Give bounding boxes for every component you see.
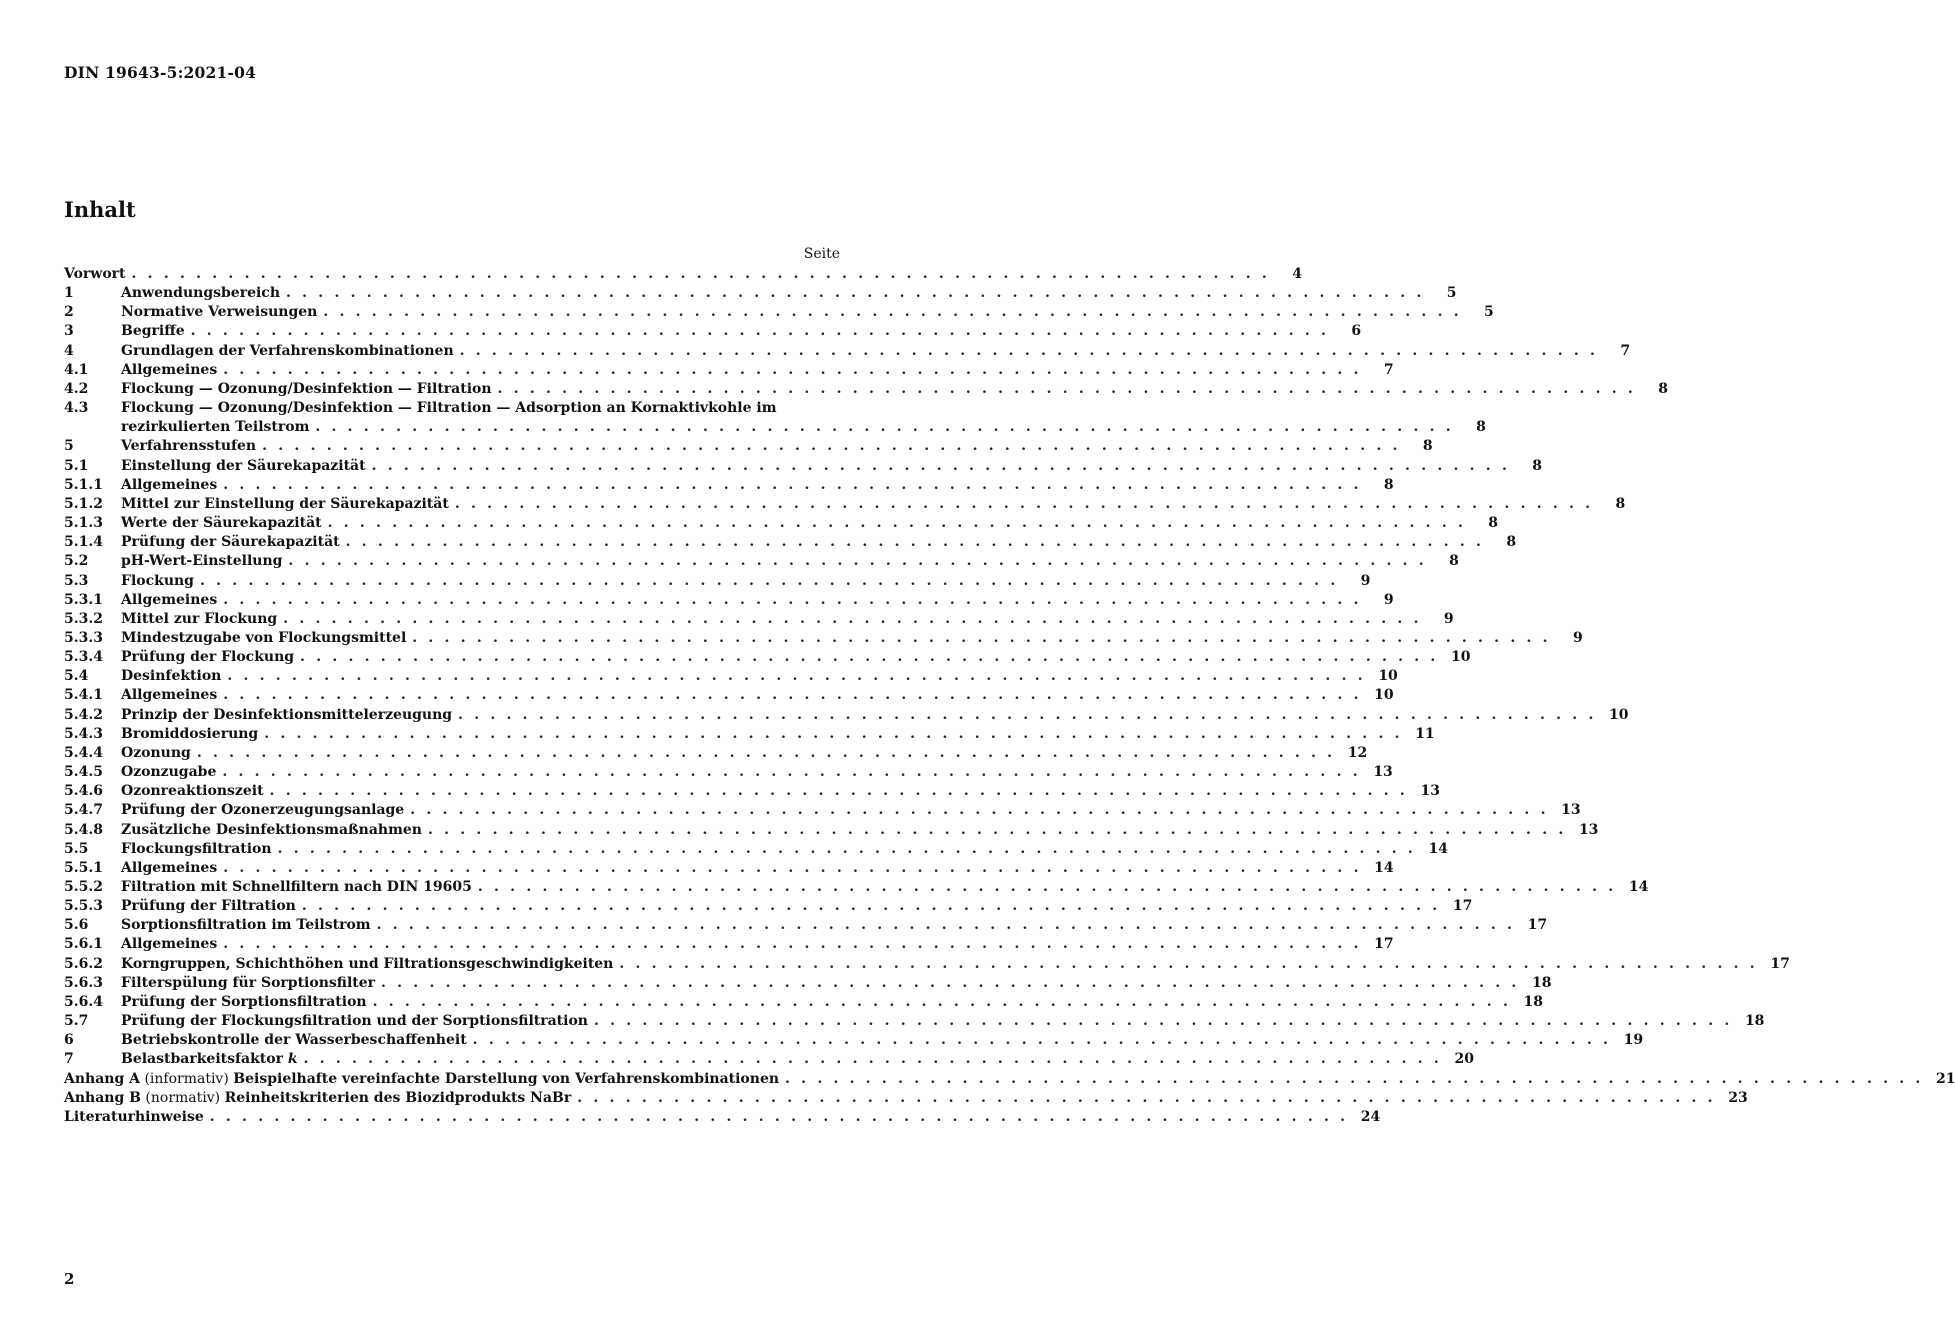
toc-entry[interactable]	[64, 533, 1517, 552]
toc-entry-page: 10	[1451, 649, 1471, 666]
toc-entry-title: Ozonreaktionszeit	[121, 783, 264, 800]
toc-entry-number: 5.4	[64, 668, 89, 685]
dot-leader: . . . . . . . . . . . . . . . . . . . . . . . . . . . . . . . . . . . . . . . . . . . . . . . . . . . . . . . . . . . . . . . . . . . . . . .	[372, 993, 1512, 1010]
toc-entry-number: 5.4.1	[64, 687, 103, 704]
toc-entry-page: 18	[1744, 1013, 1765, 1030]
toc-entry[interactable]	[64, 1050, 1474, 1069]
toc-entry-title: Belastbarkeitsfaktor k	[121, 1051, 298, 1068]
dot-leader: . . . . . . . . . . . . . . . . . . . . . . . . . . . . . . . . . . . . . . . . . . . . . . . . . . . . . . . . . . . . . . . . . . . . . . .	[593, 1013, 1733, 1030]
toc-entry[interactable]	[64, 380, 1668, 399]
dot-leader: . . . . . . . . . . . . . . . . . . . . . . . . . . . . . . . . . . . . . . . . . . . . . . . . . . . . . . . . . . . . . . . . . . . . . . .	[381, 974, 1520, 991]
toc-entry-number: 5.6.2	[64, 955, 103, 972]
toc-entry-page: 24	[1360, 1108, 1381, 1125]
toc-entry[interactable]	[64, 935, 1394, 954]
symbol-k: k	[287, 1051, 298, 1068]
dot-leader: . . . . . . . . . . . . . . . . . . . . . . . . . . . . . . . . . . . . . . . . . . . . . . . . . . . . . . . . . . . . . . . . . . . . . . .	[459, 342, 1599, 359]
toc-entry-page: 9	[1360, 572, 1371, 589]
toc-entry-page: 8	[1532, 457, 1543, 474]
toc-entry-number: 5.6.3	[64, 974, 103, 991]
toc-entry-title: Grundlagen der Verfahrenskombinationen	[121, 342, 454, 359]
dot-leader: . . . . . . . . . . . . . . . . . . . . . . . . . . . . . . . . . . . . . . . . . . . . . . . . . . . . . . . . . . . . . . . . . . . . . . .	[277, 840, 1416, 857]
toc-entry-title: Flockung — Ozonung/Desinfektion — Filtration	[121, 380, 492, 397]
toc-entry-page: 8	[1476, 419, 1486, 436]
dot-leader: . . . . . . . . . . . . . . . . . . . . . . . . . . . . . . . . . . . . . . . . . . . . . . . . . . . . . . . . . . . . . . . . . . . . . . .	[497, 380, 1636, 397]
toc-entry[interactable]	[64, 572, 1371, 591]
toc-entry-number: 5.4.2	[64, 706, 103, 723]
toc-entry-title: Zusätzliche Desinfektionsmaßnahmen	[121, 821, 422, 838]
toc-entry-number: 5.3.1	[64, 591, 103, 608]
toc-entry-number: 5.2	[64, 553, 89, 570]
toc-entry-number: 5.3.2	[64, 610, 103, 627]
toc-entry[interactable]	[64, 801, 1581, 820]
toc-entry-number: 5.6.4	[64, 993, 103, 1010]
toc-entry-title: Allgemeines	[121, 936, 218, 953]
toc-entry-page: 17	[1770, 955, 1790, 972]
dot-leader: . . . . . . . . . . . . . . . . . . . . . . . . . . . . . . . . . . . . . . . . . . . . . . . . . . . . . . . . . . . . . . . . . . . . . . .	[376, 917, 1516, 934]
toc-entry-number: 5.5.3	[64, 898, 103, 915]
dot-leader: . . . . . . . . . . . . . . . . . . . . . . . . . . . . . . . . . . . . . . . . . . . . . . . . . . . . . . . . . . . . . . . . . . . . . . .	[303, 1051, 1442, 1068]
toc-entry-page: 14	[1428, 840, 1448, 857]
toc-entry-page: 18	[1523, 993, 1544, 1010]
toc-entry-number: 4.1	[64, 361, 89, 378]
toc-entry-number: 5	[64, 438, 74, 455]
toc-entry[interactable]	[64, 744, 1368, 763]
toc-entry-title: Korngruppen, Schichthöhen und Filtrationsgeschwindigkeiten	[121, 955, 614, 972]
toc-entry[interactable]	[64, 476, 1394, 495]
dot-leader: . . . . . . . . . . . . . . . . . . . . . . . . . . . . . . . . . . . . . . . . . . . . . . . . . . . . . . . . . . . . . . . . . . . . . . .	[371, 457, 1511, 474]
toc-entry-page: 8	[1383, 476, 1394, 493]
toc-entry-page: 13	[1578, 821, 1599, 838]
dot-leader: . . . . . . . . . . . . . . . . . . . . . . . . . . . . . . . . . . . . . . . . . . . . . . . . . . . . . . . . . . . . . . . . . . . . . . .	[223, 476, 1362, 493]
annex-type: (informativ)	[140, 1070, 234, 1087]
toc-entry-number: 5.1.4	[64, 534, 103, 551]
toc-entry-title: Betriebskontrolle der Wasserbeschaffenheit	[121, 1032, 467, 1049]
toc-entry-page: 9	[1572, 629, 1583, 646]
toc-entry-number: 2	[64, 304, 74, 321]
toc-entry-number: 5.1	[64, 457, 89, 474]
toc-entry-page: 18	[1531, 974, 1552, 991]
toc-entry-title: Desinfektion	[121, 668, 222, 685]
dot-leader: . . . . . . . . . . . . . . . . . . . . . . . . . . . . . . . . . . . . . . . . . . . . . . . . . . . . . . . . . . . . . . . . . . . . . . .	[785, 1070, 1924, 1087]
toc-entry-title: Prüfung der Säurekapazität	[121, 534, 340, 551]
dot-leader: . . . . . . . . . . . . . . . . . . . . . . . . . . . . . . . . . . . . . . . . . . . . . . . . . . . . . . . . . . . . . . . . . . . . . . .	[315, 419, 1454, 436]
toc-entry-title: Vorwort	[64, 266, 126, 282]
toc-entry[interactable]	[64, 974, 1552, 993]
dot-leader: . . . . . . . . . . . . . . . . . . . . . . . . . . . . . . . . . . . . . . . . . . . . . . . . . . . . . . . . . . . . . . . . . . . . . . .	[300, 649, 1439, 666]
toc-entry[interactable]	[64, 1031, 1644, 1050]
dot-leader: . . . . . . . . . . . . . . . . . . . . . . . . . . . . . . . . . . . . . . . . . . . . . . . . . . . . . . . . . . . . . . . . . . . . . . .	[223, 859, 1362, 876]
toc-entry-title: Allgemeines	[121, 687, 218, 704]
toc-entry-number: 3	[64, 323, 74, 340]
toc-entry-number: 5.4.7	[64, 802, 103, 819]
toc-entry-page: 12	[1347, 744, 1368, 761]
toc-entry-title: Werte der Säurekapazität	[121, 515, 322, 532]
toc-entry-number: 5.3.3	[64, 629, 103, 646]
toc-entry-number: 5.3.4	[64, 649, 103, 666]
toc-entry-title: Allgemeines	[121, 476, 218, 493]
toc-entry-page: 21	[1935, 1070, 1955, 1087]
dot-leader: . . . . . . . . . . . . . . . . . . . . . . . . . . . . . . . . . . . . . . . . . . . . . . . . . . . . . . . . . . . . . . . . . . . . . . .	[472, 1032, 1612, 1049]
dot-leader: . . . . . . . . . . . . . . . . . . . . . . . . . . . . . . . . . . . . . . . . . . . . . . . . . . . . . . . . . . . . . . . . . . . . . . .	[283, 610, 1422, 627]
toc-entry[interactable]	[64, 686, 1394, 705]
toc-entry-title: Sorptionsfiltration im Teilstrom	[121, 917, 371, 934]
toc-entry-number: 5.6	[64, 917, 89, 934]
dot-leader: . . . . . . . . . . . . . . . . . . . . . . . . . . . . . . . . . . . . . . . . . . . . . . . . . . . . . . . . . . . . . . . . . . . . . . .	[577, 1089, 1716, 1106]
toc-entry[interactable]	[64, 265, 1302, 284]
toc-entry-number: 5.4.5	[64, 764, 103, 781]
toc-entry-page: 7	[1620, 342, 1631, 359]
dot-leader: . . . . . . . . . . . . . . . . . . . . . . . . . . . . . . . . . . . . . . . . . . . . . . . . . . . . . . . . . . . . . . . . . . . . . . .	[412, 629, 1551, 646]
toc-entry[interactable]	[64, 322, 1362, 341]
toc-entry[interactable]	[64, 361, 1394, 380]
toc-entry-title: Prüfung der Sorptionsfiltration	[121, 993, 367, 1010]
toc-entry-page: 6	[1351, 323, 1362, 340]
toc-entry-title: Verfahrensstufen	[121, 438, 257, 455]
annex-label: Anhang A	[64, 1070, 140, 1087]
dot-leader: . . . . . . . . . . . . . . . . . . . . . . . . . . . . . . . . . . . . . . . . . . . . . . . . . . . . . . . . . . . . . . . . . . . . . . .	[196, 744, 1336, 761]
dot-leader: . . . . . . . . . . . . . . . . . . . . . . . . . . . . . . . . . . . . . . . . . . . . . . . . . . . . . . . . . . . . . . . . . . . . . . .	[262, 438, 1401, 455]
toc-entry-title: Allgemeines	[121, 859, 218, 876]
toc-entry[interactable]	[64, 878, 1649, 897]
toc-entry[interactable]	[64, 667, 1398, 686]
toc-entry-title: Prinzip der Desinfektionsmittelerzeugung	[121, 706, 453, 723]
dot-leader: . . . . . . . . . . . . . . . . . . . . . . . . . . . . . . . . . . . . . . . . . . . . . . . . . . . . . . . . . . . . . . . . . . . . . . .	[619, 955, 1758, 972]
toc-entry-page: 13	[1420, 783, 1440, 800]
toc-entry[interactable]	[64, 610, 1454, 629]
toc-entry-page: 8	[1449, 553, 1459, 570]
dot-leader: . . . . . . . . . . . . . . . . . . . . . . . . . . . . . . . . . . . . . . . . . . . . . . . . . . . . . . . . . . . . . . . . . . . . . . .	[286, 285, 1425, 302]
toc-entry-title: Mittel zur Flockung	[121, 610, 278, 627]
toc-entry-page: 10	[1609, 706, 1629, 723]
toc-entry-title: Einstellung der Säurekapazität	[121, 457, 366, 474]
toc-entry[interactable]	[64, 418, 1486, 437]
toc-entry[interactable]	[64, 399, 840, 418]
toc-entry[interactable]	[64, 916, 1548, 935]
dot-leader: . . . . . . . . . . . . . . . . . . . . . . . . . . . . . . . . . . . . . . . . . . . . . . . . . . . . . . . . . . . . . . . . . . . . . . .	[477, 879, 1617, 895]
toc-entry-page: 8	[1615, 495, 1626, 512]
toc-entry-number: 6	[64, 1032, 74, 1049]
toc-entry-page: 20	[1454, 1051, 1474, 1068]
toc-entry-page: 8	[1422, 438, 1433, 455]
toc-entry-number: 5.3	[64, 572, 89, 589]
toc-entry-number: 5.1.3	[64, 515, 103, 532]
toc-entry-number: 5.5.2	[64, 879, 103, 895]
dot-leader: . . . . . . . . . . . . . . . . . . . . . . . . . . . . . . . . . . . . . . . . . . . . . . . . . . . . . . . . . . . . . . . . . . . . . . .	[264, 725, 1403, 742]
toc-entry[interactable]	[64, 993, 1544, 1012]
toc-entry-title	[64, 1070, 779, 1089]
dot-leader: . . . . . . . . . . . . . . . . . . . . . . . . . . . . . . . . . . . . . . . . . . . . . . . . . . . . . . . . . . . . . . . . . . . . . . .	[227, 668, 1366, 685]
toc-entry-title: Literaturhinweise	[64, 1108, 204, 1125]
toc-entry-page: 19	[1623, 1032, 1644, 1049]
toc-entry-number: 5.7	[64, 1013, 89, 1030]
toc-entry-page: 4	[1292, 266, 1302, 282]
toc-entry-number: 5.1.2	[64, 495, 103, 512]
toc-entry[interactable]	[64, 859, 1394, 878]
toc-entry-title: Mindestzugabe von Flockungsmittel	[121, 629, 407, 646]
toc-entry-page: 5	[1484, 304, 1494, 321]
dot-leader: . . . . . . . . . . . . . . . . . . . . . . . . . . . . . . . . . . . . . . . . . . . . . . . . . . . . . . . . . . . . . . . . . . . . . . .	[458, 706, 1597, 723]
toc-entry-title: Mittel zur Einstellung der Säurekapazität	[121, 495, 449, 512]
toc-entry-number: 1	[64, 285, 74, 302]
toc-entry-title: Ozonzugabe	[121, 764, 217, 781]
toc-entry-title: Flockung — Ozonung/Desinfektion — Filtration — Adsorption an Kornaktivkohle im	[121, 400, 777, 417]
toc-entry-title: Allgemeines	[121, 591, 218, 608]
toc-entry-page: 23	[1728, 1089, 1748, 1106]
toc-entry-number: 5.5	[64, 840, 89, 857]
toc-entry[interactable]	[64, 763, 1393, 782]
toc-entry-title: Anwendungsbereich	[121, 285, 280, 302]
toc-entry-number: 5.4.4	[64, 744, 103, 761]
annex-label: Anhang B	[64, 1089, 141, 1106]
toc-entry-number: 5.1.1	[64, 476, 103, 493]
dot-leader: . . . . . . . . . . . . . . . . . . . . . . . . . . . . . . . . . . . . . . . . . . . . . . . . . . . . . . . . . . . . . . . . . . . . . . .	[223, 361, 1362, 378]
dot-leader: . . . . . . . . . . . . . . . . . . . . . . . . . . . . . . . . . . . . . . . . . . . . . . . . . . . . . . . . . . . . . . . . . . . . . . .	[131, 266, 1270, 282]
toc-entry-title: Prüfung der Ozonerzeugungsanlage	[121, 802, 405, 819]
toc-entry-title: pH-Wert-Einstellung	[121, 553, 283, 570]
toc-entry-title: Filtration mit Schnellfiltern nach DIN 19605	[121, 879, 472, 895]
dot-leader: . . . . . . . . . . . . . . . . . . . . . . . . . . . . . . . . . . . . . . . . . . . . . . . . . . . . . . . . . . . . . . . . . . . . . . .	[223, 687, 1362, 704]
toc-entry-title: Prüfung der Filtration	[121, 898, 296, 915]
toc-entry[interactable]	[64, 495, 1626, 514]
toc-entry-page: 9	[1383, 591, 1394, 608]
toc-entry-page: 14	[1628, 879, 1649, 895]
toc-entry-page: 8	[1506, 534, 1517, 551]
toc-entry-number: 5.4.6	[64, 783, 103, 800]
toc-entry[interactable]	[64, 706, 1629, 725]
page-column-label: Seite	[803, 246, 840, 262]
toc-entry[interactable]	[64, 725, 1435, 744]
toc-entry-title	[64, 1089, 571, 1108]
document-id: DIN 19643-5:2021-04	[64, 63, 257, 82]
toc-entry[interactable]	[64, 342, 1631, 361]
toc-entry-page: 14	[1374, 859, 1394, 876]
dot-leader: . . . . . . . . . . . . . . . . . . . . . . . . . . . . . . . . . . . . . . . . . . . . . . . . . . . . . . . . . . . . . . . . . . . . . . .	[269, 783, 1408, 800]
toc-entry[interactable]	[64, 955, 1790, 974]
toc-entry-page: 8	[1658, 380, 1668, 397]
toc-entry-title: Allgemeines	[121, 361, 218, 378]
toc-entry[interactable]	[64, 1070, 1955, 1089]
toc-entry-title: Flockung	[121, 572, 194, 589]
page-number: 2	[64, 1270, 75, 1288]
toc-entry-page: 9	[1443, 610, 1454, 627]
toc-entry[interactable]	[64, 591, 1394, 610]
toc-entry-page: 8	[1488, 515, 1499, 532]
toc-entry[interactable]	[64, 437, 1433, 456]
dot-leader: . . . . . . . . . . . . . . . . . . . . . . . . . . . . . . . . . . . . . . . . . . . . . . . . . . . . . . . . . . . . . . . . . . . . . . .	[288, 553, 1427, 570]
table-of-contents	[64, 265, 1955, 1127]
toc-entry[interactable]	[64, 1089, 1748, 1108]
dot-leader: . . . . . . . . . . . . . . . . . . . . . . . . . . . . . . . . . . . . . . . . . . . . . . . . . . . . . . . . . . . . . . . . . . . . . . .	[327, 515, 1467, 532]
dot-leader: . . . . . . . . . . . . . . . . . . . . . . . . . . . . . . . . . . . . . . . . . . . . . . . . . . . . . . . . . . . . . . . . . . . . . . .	[199, 572, 1339, 589]
toc-entry-page: 17	[1374, 936, 1394, 953]
toc-title: Inhalt	[64, 197, 136, 222]
toc-entry-title: Prüfung der Flockungsfiltration und der Sorptionsfiltration	[121, 1013, 588, 1030]
toc-entry-title: Prüfung der Flockung	[121, 649, 295, 666]
toc-entry-number: 4.2	[64, 380, 89, 397]
toc-entry[interactable]	[64, 897, 1473, 916]
toc-entry[interactable]	[64, 457, 1543, 476]
toc-entry-page: 17	[1452, 898, 1473, 915]
toc-entry-title: Bromiddosierung	[121, 725, 259, 742]
dot-leader: . . . . . . . . . . . . . . . . . . . . . . . . . . . . . . . . . . . . . . . . . . . . . . . . . . . . . . . . . . . . . . . . . . . . . . .	[301, 898, 1441, 915]
toc-entry-title: Flockungsfiltration	[121, 840, 272, 857]
toc-entry-page: 13	[1373, 764, 1393, 781]
toc-entry-number: 5.4.8	[64, 821, 103, 838]
toc-entry-title: Begriffe	[121, 323, 185, 340]
toc-entry[interactable]	[64, 284, 1457, 303]
toc-entry[interactable]	[64, 552, 1459, 571]
toc-entry-number: 7	[64, 1051, 74, 1068]
toc-entry-page: 10	[1374, 687, 1394, 704]
toc-entry-page: 7	[1383, 361, 1394, 378]
toc-entry[interactable]	[64, 303, 1494, 322]
annex-type: (normativ)	[140, 1089, 225, 1106]
toc-entry-title: rezirkulierten Teilstrom	[121, 419, 310, 436]
toc-entry-number: 5.5.1	[64, 859, 103, 876]
toc-entry-page: 17	[1527, 917, 1548, 934]
toc-entry-number: 5.6.1	[64, 936, 103, 953]
toc-entry[interactable]	[64, 782, 1440, 801]
toc-entry[interactable]	[64, 648, 1471, 667]
dot-leader: . . . . . . . . . . . . . . . . . . . . . . . . . . . . . . . . . . . . . . . . . . . . . . . . . . . . . . . . . . . . . . . . . . . . . . .	[190, 323, 1330, 340]
dot-leader: . . . . . . . . . . . . . . . . . . . . . . . . . . . . . . . . . . . . . . . . . . . . . . . . . . . . . . . . . . . . . . . . . . . . . . .	[410, 802, 1549, 819]
toc-entry-title: Filterspülung für Sorptionsfilter	[121, 974, 376, 991]
toc-entry[interactable]	[64, 629, 1583, 648]
toc-entry[interactable]	[64, 514, 1499, 533]
dot-leader: . . . . . . . . . . . . . . . . . . . . . . . . . . . . . . . . . . . . . . . . . . . . . . . . . . . . . . . . . . . . . . . . . . . . . . .	[345, 534, 1485, 551]
toc-entry-number: 5.4.3	[64, 725, 103, 742]
dot-leader: . . . . . . . . . . . . . . . . . . . . . . . . . . . . . . . . . . . . . . . . . . . . . . . . . . . . . . . . . . . . . . . . . . . . . . .	[222, 764, 1361, 781]
annex-title: Reinheitskriterien des Biozidprodukts NaBr	[224, 1089, 572, 1106]
toc-entry-page: 11	[1415, 725, 1435, 742]
toc-entry-page: 10	[1378, 668, 1398, 685]
toc-entry[interactable]	[64, 821, 1599, 840]
toc-entry[interactable]	[64, 1108, 1381, 1127]
toc-entry[interactable]	[64, 840, 1448, 859]
dot-leader: . . . . . . . . . . . . . . . . . . . . . . . . . . . . . . . . . . . . . . . . . . . . . . . . . . . . . . . . . . . . . . . . . . . . . . .	[209, 1108, 1349, 1125]
toc-entry-page: 13	[1561, 802, 1581, 819]
dot-leader: . . . . . . . . . . . . . . . . . . . . . . . . . . . . . . . . . . . . . . . . . . . . . . . . . . . . . . . . . . . . . . . . . . . . . . .	[427, 821, 1567, 838]
toc-entry[interactable]	[64, 1012, 1765, 1031]
dot-leader: . . . . . . . . . . . . . . . . . . . . . . . . . . . . . . . . . . . . . . . . . . . . . . . . . . . . . . . . . . . . . . . . . . . . . . .	[323, 304, 1462, 321]
dot-leader: . . . . . . . . . . . . . . . . . . . . . . . . . . . . . . . . . . . . . . . . . . . . . . . . . . . . . . . . . . . . . . . . . . . . . . .	[223, 591, 1362, 608]
toc-entry-title: Ozonung	[121, 744, 191, 761]
dot-leader: . . . . . . . . . . . . . . . . . . . . . . . . . . . . . . . . . . . . . . . . . . . . . . . . . . . . . . . . . . . . . . . . . . . . . . .	[454, 495, 1594, 512]
dot-leader: . . . . . . . . . . . . . . . . . . . . . . . . . . . . . . . . . . . . . . . . . . . . . . . . . . . . . . . . . . . . . . . . . . . . . . .	[223, 936, 1362, 953]
toc-entry-page: 5	[1446, 285, 1457, 302]
toc-entry-title: Normative Verweisungen	[121, 304, 318, 321]
annex-title: Beispielhafte vereinfachte Darstellung von Verfahrenskombinationen	[233, 1070, 780, 1087]
toc-entry-number: 4	[64, 342, 74, 359]
toc-entry-number: 4.3	[64, 400, 89, 417]
